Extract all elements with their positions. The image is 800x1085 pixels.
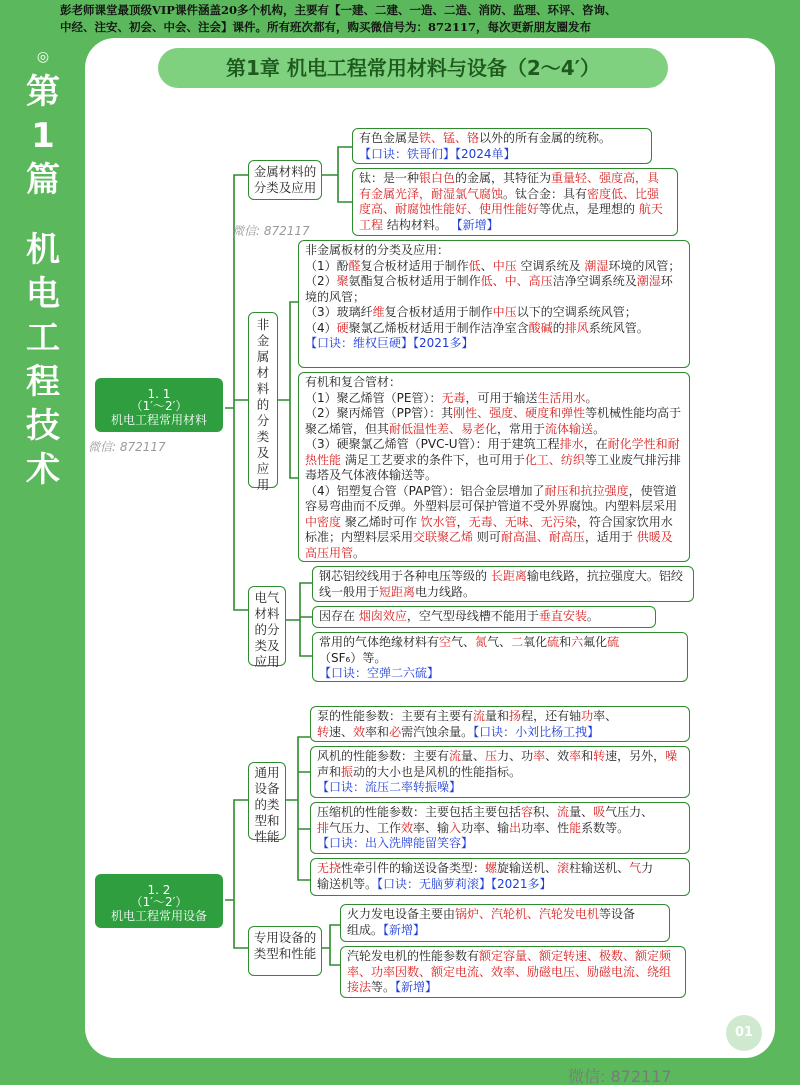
body-text: 电力线路。 [415,584,476,599]
highlight-text: 供暖及高压用管 [305,530,673,560]
highlight-text: 转 [317,724,330,739]
mnemonic-text: 【口诀：小刘比杨工拽】 [473,724,600,739]
box-compressor-parameters [310,802,690,854]
highlight-text: 必 [389,724,402,739]
body-text: 空调系统及 [516,258,585,273]
highlight-text: 耐化学性和耐热性能 [305,437,680,467]
highlight-text: 排 [317,820,330,835]
highlight-text: 容 [521,805,534,819]
highlight-text: 六 [571,635,584,649]
mnemonic-text: 【口诀：空弹二六硫】 [319,666,440,680]
body-text: 功率、输 [461,820,510,835]
highlight-text: 低、中、高压 [480,274,553,288]
watermark-wechat: 微信: 872117 [232,224,310,238]
body-text: 的 [552,320,565,335]
body-text: 火力发电设备主要由 [347,907,456,921]
body-text: 率和 [365,724,390,739]
highlight-text: 无挠 [317,861,342,875]
highlight-text: 排风 [564,320,589,335]
body-text: 量和 [485,709,510,723]
highlight-text: 中压 [492,258,517,273]
highlight-text: 率 [533,749,546,763]
highlight-text: 醛 [348,258,361,273]
highlight-text: 锅炉、汽轮机、汽轮发电机 [455,907,600,921]
banner-line-1: 彭老师课堂最顶级VIP课件涵盖20多个机构，主要有【一建、二建、一造、二造、消防、监理、环评、咨询、 [60,3,617,17]
highlight-text: 噪 [665,749,678,763]
sub-electrical-materials: 电气材料的分类及应用 [248,586,286,666]
body-text: 等设备 [599,907,636,921]
watermark-wechat-2: 微信: 872117 [88,440,166,454]
highlight-text: 硫 [547,635,560,649]
watermark-bottom: 微信: 872117 [568,1067,672,1085]
body-text: 速、 [329,724,354,739]
body-text: 复合板材适用于制作 [360,258,469,273]
highlight-text: 耐低温性差、易老化 [389,421,498,436]
mnemonic-text: 【新增】 [450,217,499,232]
highlight-text: 中密度 [305,514,342,529]
box-gas-insulation [312,632,688,682]
mnemonic-text: 【口诀：无脑萝莉滚】【2021多】 [377,876,552,891]
highlight-text: 流 [557,805,570,819]
body-text: 环境的风管； [608,258,681,273]
highlight-text: 维 [372,305,385,319]
body-text: 。钛合金：具有 [503,186,588,201]
body-text: 环境的风管； [305,274,673,304]
body-text: 泵的性能参数：主要有主要有 [317,709,474,723]
body-text: （3）硬聚氯乙烯管（PVC-U管）：用于建筑工程 [305,437,560,451]
highlight-text: 垂直安装 [538,609,587,623]
body-text: （SF₆）等。 [319,650,387,665]
highlight-text: 率 [569,749,582,763]
body-text: 洁净空调系统及 [552,274,637,288]
body-text: 非金属板材的分类及应用： [305,243,450,257]
body-text: ，常用于 [497,421,546,436]
highlight-text: 耐高温、耐高压 [500,530,585,544]
highlight-text: 扬 [509,709,522,723]
body-text: 等优点，是理想的 [539,202,639,216]
highlight-text: 刚性、强度、硬度和弹性 [453,406,586,420]
body-text: 因存在 [319,609,359,623]
mnemonic-text: 【口诀：维权巨硬】【2021多】 [305,336,474,350]
body-text: 功率、性 [521,820,570,835]
highlight-text: 短距离 [379,584,416,599]
body-text: 则可 [473,530,501,544]
highlight-text: 潮湿 [636,274,661,288]
highlight-text: 长距离 [490,569,527,583]
highlight-text: 吸 [593,805,606,819]
highlight-text: 效 [401,820,414,835]
body-text: （4）铝塑复合管（PAP管）：铝合金层增加了 [305,483,545,498]
body-text: （1）酚 [305,258,349,273]
body-text: 等。 [371,980,396,994]
body-text: ， [456,514,469,529]
body-text: （2） [305,274,337,288]
highlight-text: 压 [485,749,498,763]
highlight-text: 无毒、无味、无污染 [468,514,577,529]
body-text: 量、 [569,805,594,819]
mnemonic-text: 【新增】 [383,922,426,937]
box-organic-pipes [298,372,690,562]
body-text: 和 [581,749,594,763]
body-text: 。 [593,421,606,436]
body-text: 。 [586,609,599,623]
body-text: （1）聚乙烯管（PE管）： [305,390,442,405]
highlight-text: 铁、锰、铬 [419,131,480,145]
body-text: 组成。 [347,922,384,937]
body-text: 气压力、工作 [329,820,402,835]
highlight-text: 酸碱 [528,320,553,335]
part-name: 机 电 工 程 技 术 [26,230,60,490]
body-text: 压缩机的性能参数：主要包括主要包括 [317,805,522,819]
body-text: 动的大小也是风机的性能指标。 [353,764,522,779]
box-turbine-generator [340,946,686,998]
mnemonic-text: 【新增】 [395,980,438,994]
body-text: 积、 [533,805,558,819]
highlight-text: 硬 [336,320,349,335]
box-busway [312,606,656,628]
highlight-text: 低 [468,258,481,273]
part-number: 第 1 篇 [26,72,60,200]
box-fan-parameters [310,746,690,798]
highlight-text: 排水 [559,437,584,451]
box-pump-parameters [310,706,690,742]
highlight-text: 流 [449,749,462,763]
body-text: （3）玻璃纤 [305,305,373,319]
highlight-text: 生活用水 [537,390,586,405]
body-text: 满足工艺要求的条件下，也可用于 [341,452,525,467]
highlight-text: 螺 [485,861,498,875]
body-text: （4） [305,320,337,335]
highlight-text: 潮湿 [584,258,609,273]
body-text: 汽轮发电机的性能参数有 [347,949,480,963]
body-text: 旋输送机、 [497,861,558,875]
body-text: 系数等。 [581,820,630,835]
body-text: 钛：是一种 [359,171,420,185]
mnemonic-text: 【口诀：流压二率转振噪】 [317,780,462,794]
box-nonmetal-sheets [298,240,690,368]
box-nonferrous-metal [352,128,652,164]
body-text: 复合板材适用于制作 [384,305,493,319]
body-text: 量、 [461,749,486,763]
body-text: 常用的气体绝缘材料有 [319,635,440,649]
highlight-text: 能 [569,820,582,835]
highlight-text: 化工、纺织 [524,452,585,467]
highlight-text: 气 [629,861,642,875]
body-text: 柱输送机、 [569,861,630,875]
body-text: 、效 [545,749,570,763]
body-text: ，空气型母线槽不能用于 [406,609,539,623]
body-text: 以外的所有金属的统称。 [479,131,612,145]
mnemonic-text: 【口诀：出入洗牌能留笑容】 [317,836,474,850]
body-text: 风机的性能参数：主要有 [317,749,450,763]
highlight-text: 功 [581,709,594,723]
body-text: 等机械性能均高于聚乙烯管，但其 [305,406,682,436]
body-text: 力 [641,861,654,875]
body-text: 、 [480,258,493,273]
body-text: 聚乙烯时可作 [341,514,421,529]
highlight-text: 空 [439,635,452,649]
body-text: 程，还有轴 [521,709,582,723]
body-text: 输送机等。 [317,876,378,891]
category-1-1: 1. 1 （1′～2′） 机电工程常用材料 [95,378,223,432]
box-steel-aluminum-wire [312,566,694,602]
highlight-text: 出 [509,820,522,835]
body-text: 和 [559,635,572,649]
highlight-text: 中压 [492,305,517,319]
body-text: 系统风管。 [588,320,649,335]
sub-general-equipment: 通用设备的类型和性能 [248,762,286,840]
body-text: 速，另外， [605,749,666,763]
highlight-text: 转 [593,749,606,763]
body-text: 率、 [593,709,618,723]
body-text: 需汽蚀余量。 [401,724,474,739]
highlight-text: 流体输送 [545,421,594,436]
sub-metal-materials: 金属材料的分类及应用 [248,160,322,200]
body-text: 有机和复合管材： [305,375,402,389]
highlight-text: 额定容量、额定转速、极数、额定频率、功率因数、额定电流、效率、励磁电压、励磁电流、绕组接法 [347,949,672,994]
body-text: ，符合国家饮用水标准；内塑料层采用 [305,514,673,544]
chapter-title: 第1章 机电工程常用材料与设备（2～4′） [158,48,668,88]
highlight-text: 密度低、比强度高、耐腐蚀性能好、使用性能好 [359,186,660,216]
highlight-text: 交联聚乙烯 [413,530,474,544]
body-text: 输电线路，抗拉强度大。铝绞线一般用于 [319,569,683,599]
body-text: 气、 [487,635,512,649]
body-text: ，使管道容易弯曲而不反弹。外塑料层可保护管道不受外界腐蚀。内塑料层采用 [305,483,678,513]
highlight-text: 效 [353,724,366,739]
box-conveyor-types [310,858,690,896]
body-text: 的金属，其特征为 [455,171,552,185]
body-text: （2）聚丙烯管（PP管）：其 [305,406,454,420]
highlight-text: 重量轻、强度高，具有金属光泽，耐湿氯气腐蚀 [359,171,660,201]
body-text: 氧化 [523,635,548,649]
page-number: 01 [726,1015,762,1051]
body-text: 氟化 [583,635,608,649]
body-text: 力、功 [497,749,534,763]
sub-special-equipment: 专用设备的类型和性能 [248,926,322,976]
mnemonic-text: 【口诀：铁哥们】【2024单】 [359,146,516,161]
body-text: 。 [585,390,598,405]
highlight-text: 滚 [557,861,570,875]
highlight-text: 航天工程 [359,202,663,232]
body-text: ，适用于 [584,530,637,544]
box-thermal-power [340,904,670,942]
body-text: 钢芯铝绞线用于各种电压等级的 [319,569,491,583]
highlight-text: 入 [449,820,462,835]
highlight-text: 流 [473,709,486,723]
body-text: 结构材料。 [383,217,451,232]
highlight-text: 无毒 [441,390,466,405]
body-text: 以下的空调系统风管； [516,305,637,319]
category-1-2: 1. 2 （1′～2′） 机电工程常用设备 [95,874,223,928]
highlight-text: 银白色 [419,171,456,185]
body-text: 气压力、 [605,805,654,819]
highlight-text: 饮水管 [420,514,457,529]
sub-nonmetal-materials: 非金属材料的分类及应用 [248,312,278,488]
body-text: 性牵引件的输送设备类型： [341,861,486,875]
body-text: 氨酯复合板材适用于制作 [348,274,481,288]
highlight-text: 硫 [607,635,620,649]
highlight-text: 耐压和抗拉强度 [544,483,629,498]
highlight-text: 烟囱效应 [358,609,407,623]
body-text: 。 [353,545,366,560]
highlight-text: 氮 [475,635,488,649]
body-text: 率、输 [413,820,450,835]
body-text: 等工业废气排污排毒塔及气体液体输送等。 [305,452,681,482]
body-text: 有色金属是 [359,131,420,145]
target-icon: ◎ [36,49,50,65]
body-text: 声和 [317,764,342,779]
box-titanium [352,168,678,236]
body-text: 聚氯乙烯板材适用于制作洁净室含 [348,320,529,335]
highlight-text: 二 [511,635,524,649]
body-text: ，在 [583,437,608,451]
highlight-text: 聚 [336,274,349,288]
highlight-text: 振 [341,764,354,779]
body-text: 气、 [451,635,476,649]
body-text: ，可用于输送 [465,390,538,405]
banner-line-2: 中经、注安、初会、中会、注会】课件。所有班次都有，购买微信号为：872117，每次更新朋友圈发布 [60,20,592,34]
